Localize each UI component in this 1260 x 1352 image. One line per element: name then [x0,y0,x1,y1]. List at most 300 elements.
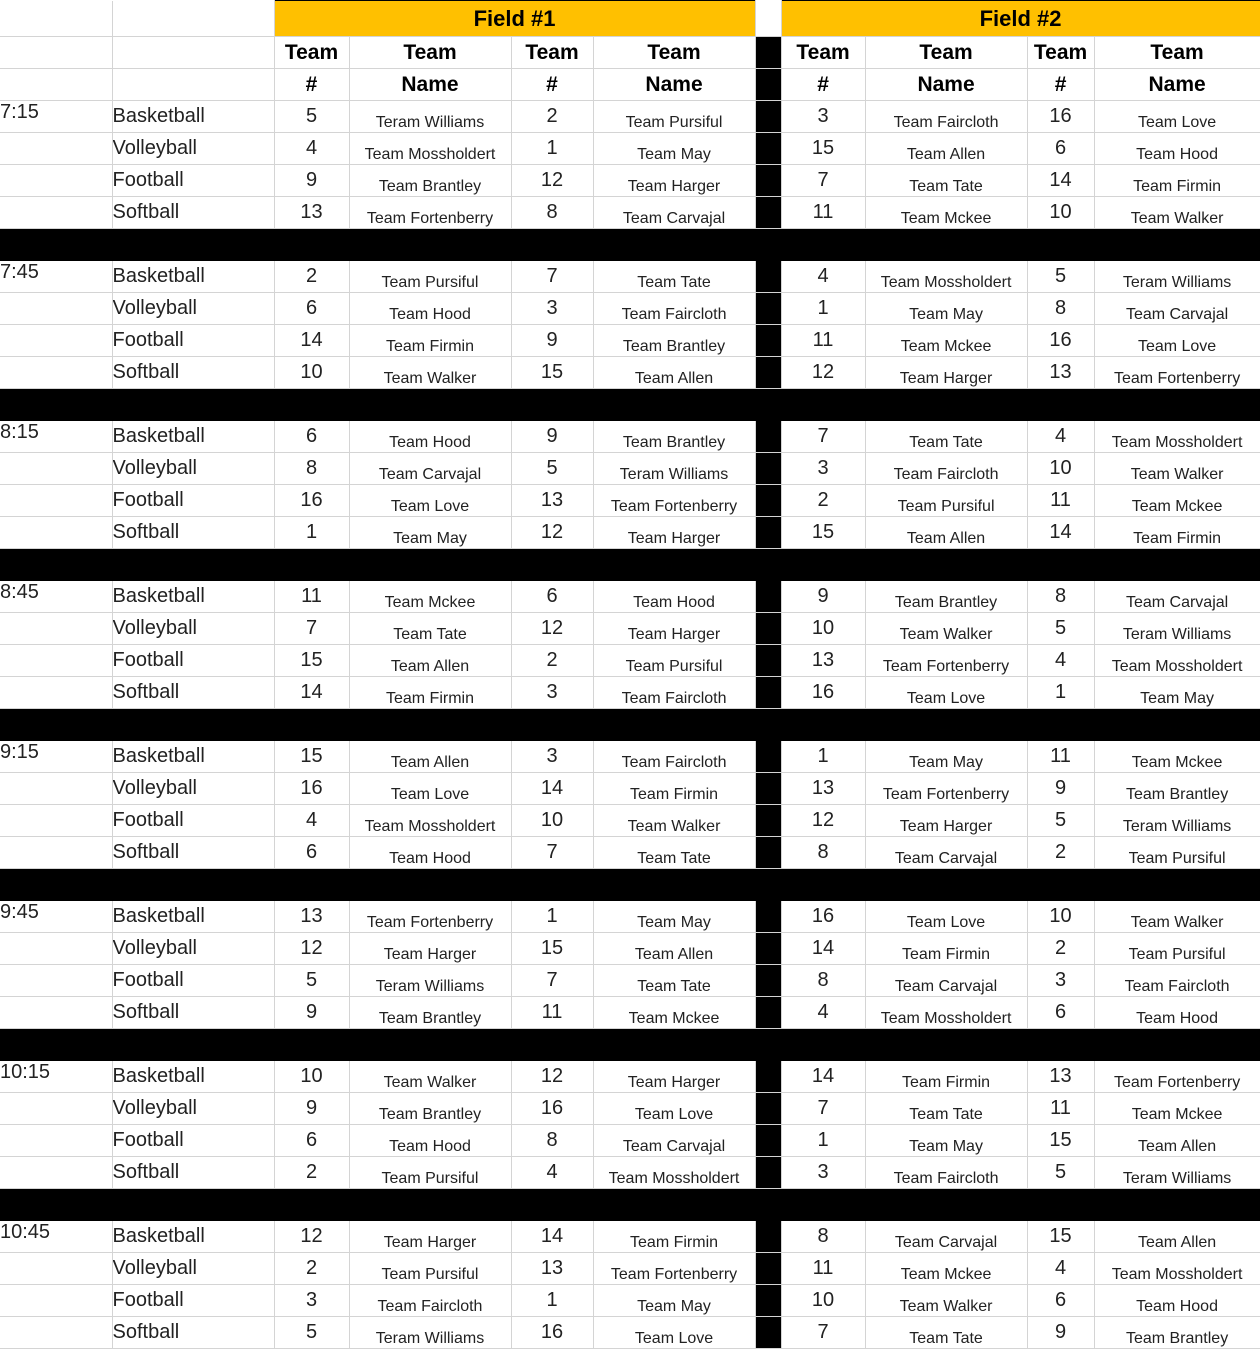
f1-team-number[interactable]: 10 [274,1061,349,1093]
f1-opponent-number[interactable]: 12 [511,165,593,197]
cell[interactable] [112,37,274,69]
f1-team-number[interactable]: 5 [274,101,349,133]
sport-cell[interactable]: Basketball [112,101,274,133]
f1-opponent-number[interactable]: 2 [511,101,593,133]
f1-team-name[interactable]: Team Carvajal [349,453,511,485]
sport-cell[interactable]: Basketball [112,1221,274,1253]
f1-team-name[interactable]: Teram Williams [349,965,511,997]
f2-team-name-header[interactable]: Team [865,37,1027,69]
f1-opponent-number[interactable]: 9 [511,325,593,357]
time-slot-cell[interactable] [0,133,112,165]
f1-opponent-number[interactable]: 4 [511,1157,593,1189]
f1-team-name[interactable]: Team Love [349,485,511,517]
time-slot-cell[interactable]: 9:45 [0,901,112,933]
f2-opponent-number[interactable]: 16 [1027,101,1094,133]
f1-opponent-name[interactable]: Team Allen [593,357,755,389]
f2-team-number[interactable]: 11 [781,1253,865,1285]
f1-opponent-number[interactable]: 1 [511,133,593,165]
f1-opponent-name[interactable]: Team Love [593,1317,755,1349]
f2-opp-name-header[interactable]: Team [1094,37,1260,69]
f1-opponent-number[interactable]: 5 [511,453,593,485]
f2-team-number[interactable]: 3 [781,101,865,133]
f1-team-name[interactable]: Teram Williams [349,101,511,133]
f2-team-name-sub[interactable]: Name [865,69,1027,101]
f1-team-name[interactable]: Team Firmin [349,677,511,709]
f2-opponent-number[interactable]: 10 [1027,197,1094,229]
f2-opp-num-header[interactable]: Team [1027,37,1094,69]
f2-team-number[interactable]: 8 [781,965,865,997]
f2-opponent-number[interactable]: 9 [1027,1317,1094,1349]
time-slot-cell[interactable]: 7:15 [0,101,112,133]
f1-opponent-name[interactable]: Team Mckee [593,997,755,1029]
f1-opponent-name[interactable]: Team Faircloth [593,741,755,773]
f2-opponent-name[interactable]: Team Carvajal [1094,581,1260,613]
f2-team-number[interactable]: 3 [781,1157,865,1189]
f1-opponent-name[interactable]: Team Harger [593,517,755,549]
time-slot-cell[interactable] [0,1093,112,1125]
f2-opponent-name[interactable]: Team Love [1094,325,1260,357]
f1-team-name[interactable]: Team Allen [349,741,511,773]
cell[interactable] [755,1,781,37]
f1-team-name[interactable]: Team Brantley [349,165,511,197]
f2-opponent-name[interactable]: Team Hood [1094,997,1260,1029]
f1-opponent-number[interactable]: 16 [511,1093,593,1125]
f1-team-name[interactable]: Teram Williams [349,1317,511,1349]
f1-opponent-number[interactable]: 15 [511,933,593,965]
f1-opponent-number[interactable]: 13 [511,1253,593,1285]
f2-team-number[interactable]: 1 [781,293,865,325]
f2-opponent-number[interactable]: 10 [1027,453,1094,485]
f1-team-name[interactable]: Team Mossholdert [349,133,511,165]
f1-opponent-name[interactable]: Team Fortenberry [593,1253,755,1285]
f1-team-name[interactable]: Team Firmin [349,325,511,357]
f1-opponent-number[interactable]: 11 [511,997,593,1029]
f2-opponent-name[interactable]: Team Walker [1094,453,1260,485]
cell[interactable] [112,69,274,101]
f1-team-name[interactable]: Team Faircloth [349,1285,511,1317]
f1-team-number[interactable]: 13 [274,901,349,933]
sport-cell[interactable]: Volleyball [112,773,274,805]
f2-team-name[interactable]: Team Carvajal [865,1221,1027,1253]
f2-opponent-number[interactable]: 1 [1027,677,1094,709]
f1-opponent-name[interactable]: Team Harger [593,613,755,645]
f2-opponent-number[interactable]: 11 [1027,741,1094,773]
f1-opponent-number[interactable]: 6 [511,581,593,613]
f2-team-name[interactable]: Team Carvajal [865,965,1027,997]
f2-team-number[interactable]: 7 [781,1317,865,1349]
f2-opp-name-sub[interactable]: Name [1094,69,1260,101]
f2-team-number[interactable]: 1 [781,1125,865,1157]
sport-cell[interactable]: Volleyball [112,1253,274,1285]
f1-team-number[interactable]: 2 [274,1157,349,1189]
f2-opponent-name[interactable]: Team Faircloth [1094,965,1260,997]
f1-team-name[interactable]: Team Pursiful [349,1253,511,1285]
f1-opponent-number[interactable]: 12 [511,1061,593,1093]
f2-opponent-number[interactable]: 5 [1027,805,1094,837]
f2-opponent-number[interactable]: 13 [1027,357,1094,389]
sport-cell[interactable]: Football [112,325,274,357]
f2-opponent-number[interactable]: 8 [1027,581,1094,613]
f1-team-number[interactable]: 6 [274,837,349,869]
f2-team-name[interactable]: Team Tate [865,421,1027,453]
f1-opponent-name[interactable]: Team Pursiful [593,645,755,677]
f2-opponent-number[interactable]: 15 [1027,1221,1094,1253]
sport-cell[interactable]: Volleyball [112,133,274,165]
f2-team-name[interactable]: Team Mckee [865,325,1027,357]
f2-team-name[interactable]: Team Faircloth [865,101,1027,133]
f1-team-number[interactable]: 16 [274,485,349,517]
f1-opp-name-sub[interactable]: Name [593,69,755,101]
time-slot-cell[interactable]: 10:45 [0,1221,112,1253]
f2-opponent-number[interactable]: 4 [1027,421,1094,453]
sport-cell[interactable]: Softball [112,837,274,869]
f2-team-number[interactable]: 10 [781,613,865,645]
sport-cell[interactable]: Basketball [112,581,274,613]
f1-opponent-name[interactable]: Team Hood [593,581,755,613]
f2-team-number[interactable]: 10 [781,1285,865,1317]
f2-team-name[interactable]: Team Allen [865,133,1027,165]
f2-opponent-name[interactable]: Team Brantley [1094,1317,1260,1349]
sport-cell[interactable]: Football [112,1285,274,1317]
f1-opponent-number[interactable]: 3 [511,677,593,709]
f1-opponent-number[interactable]: 15 [511,357,593,389]
f1-team-name[interactable]: Team Walker [349,357,511,389]
f2-team-name[interactable]: Team Brantley [865,581,1027,613]
f2-team-number[interactable]: 4 [781,261,865,293]
f1-team-number[interactable]: 6 [274,293,349,325]
f2-opponent-number[interactable]: 13 [1027,1061,1094,1093]
f1-team-number[interactable]: 7 [274,613,349,645]
f2-team-number[interactable]: 15 [781,133,865,165]
time-slot-cell[interactable] [0,773,112,805]
cell[interactable] [0,1,112,37]
time-slot-cell[interactable]: 10:15 [0,1061,112,1093]
f2-team-number[interactable]: 16 [781,677,865,709]
f1-opponent-number[interactable]: 8 [511,197,593,229]
sport-cell[interactable]: Football [112,965,274,997]
f1-opponent-name[interactable]: Team Carvajal [593,1125,755,1157]
f1-opponent-number[interactable]: 7 [511,261,593,293]
f2-team-number[interactable]: 1 [781,741,865,773]
f1-team-number[interactable]: 2 [274,261,349,293]
f1-opponent-name[interactable]: Team Brantley [593,421,755,453]
cell[interactable] [112,1,274,37]
f1-opponent-number[interactable]: 3 [511,741,593,773]
f1-opponent-number[interactable]: 9 [511,421,593,453]
f2-team-name[interactable]: Team Mossholdert [865,261,1027,293]
time-slot-cell[interactable] [0,677,112,709]
f2-opponent-name[interactable]: Team Hood [1094,1285,1260,1317]
f1-opponent-number[interactable]: 3 [511,293,593,325]
f2-team-number[interactable]: 9 [781,581,865,613]
time-slot-cell[interactable] [0,485,112,517]
f2-opponent-name[interactable]: Team Pursiful [1094,837,1260,869]
f2-opponent-number[interactable]: 5 [1027,613,1094,645]
f2-opponent-name[interactable]: Team Fortenberry [1094,357,1260,389]
f1-opponent-number[interactable]: 7 [511,965,593,997]
f2-opponent-number[interactable]: 5 [1027,1157,1094,1189]
f2-team-number[interactable]: 14 [781,1061,865,1093]
f1-opp-num-sub[interactable]: # [511,69,593,101]
time-slot-cell[interactable]: 7:45 [0,261,112,293]
f2-team-name[interactable]: Team May [865,293,1027,325]
f2-team-name[interactable]: Team Harger [865,357,1027,389]
f1-opponent-name[interactable]: Team Harger [593,165,755,197]
f2-team-number[interactable]: 2 [781,485,865,517]
f2-team-number[interactable]: 7 [781,165,865,197]
time-slot-cell[interactable] [0,933,112,965]
f1-opponent-name[interactable]: Team Carvajal [593,197,755,229]
f1-team-name-header[interactable]: Team [349,37,511,69]
f2-team-name[interactable]: Team Tate [865,1093,1027,1125]
f1-team-name[interactable]: Team Pursiful [349,261,511,293]
f1-opponent-name[interactable]: Team Allen [593,933,755,965]
f1-team-number[interactable]: 13 [274,197,349,229]
f2-opponent-name[interactable]: Team Pursiful [1094,933,1260,965]
f1-team-name[interactable]: Team May [349,517,511,549]
time-slot-cell[interactable] [0,1157,112,1189]
f1-team-number[interactable]: 9 [274,165,349,197]
sport-cell[interactable]: Softball [112,1317,274,1349]
f2-opponent-name[interactable]: Teram Williams [1094,613,1260,645]
f1-team-number[interactable]: 15 [274,645,349,677]
f1-team-name[interactable]: Team Hood [349,837,511,869]
f1-opponent-name[interactable]: Team Brantley [593,325,755,357]
cell[interactable] [0,37,112,69]
f2-team-number[interactable]: 13 [781,773,865,805]
f2-team-name[interactable]: Team Mossholdert [865,997,1027,1029]
f2-team-number[interactable]: 4 [781,997,865,1029]
f1-team-number[interactable]: 5 [274,1317,349,1349]
f2-team-name[interactable]: Team Faircloth [865,453,1027,485]
f2-opponent-name[interactable]: Team Mossholdert [1094,645,1260,677]
time-slot-cell[interactable]: 9:15 [0,741,112,773]
f2-opponent-name[interactable]: Team Hood [1094,133,1260,165]
f1-team-name[interactable]: Team Hood [349,1125,511,1157]
f1-team-num-header[interactable]: Team [274,37,349,69]
f2-team-number[interactable]: 14 [781,933,865,965]
f2-team-name[interactable]: Team Harger [865,805,1027,837]
field-2-title[interactable]: Field #2 [781,1,1260,37]
f1-opponent-number[interactable]: 1 [511,1285,593,1317]
f2-opponent-number[interactable]: 9 [1027,773,1094,805]
time-slot-cell[interactable] [0,997,112,1029]
f2-opponent-number[interactable]: 10 [1027,901,1094,933]
f1-team-name[interactable]: Team Harger [349,933,511,965]
f1-opponent-name[interactable]: Team May [593,133,755,165]
f2-opponent-number[interactable]: 2 [1027,933,1094,965]
f2-opponent-number[interactable]: 6 [1027,997,1094,1029]
f1-opponent-number[interactable]: 14 [511,1221,593,1253]
f2-opponent-name[interactable]: Team Walker [1094,197,1260,229]
time-slot-cell[interactable] [0,1125,112,1157]
f1-team-number[interactable]: 5 [274,965,349,997]
sport-cell[interactable]: Basketball [112,901,274,933]
f1-team-number[interactable]: 4 [274,133,349,165]
f2-opponent-number[interactable]: 4 [1027,645,1094,677]
f1-team-number[interactable]: 14 [274,325,349,357]
f2-opponent-number[interactable]: 11 [1027,485,1094,517]
f1-team-name[interactable]: Team Brantley [349,1093,511,1125]
f2-team-name[interactable]: Team Fortenberry [865,773,1027,805]
f1-team-number[interactable]: 9 [274,1093,349,1125]
f1-opponent-name[interactable]: Team Mossholdert [593,1157,755,1189]
sport-cell[interactable]: Football [112,1125,274,1157]
f1-opponent-name[interactable]: Team Love [593,1093,755,1125]
f1-team-name[interactable]: Team Allen [349,645,511,677]
f1-opponent-name[interactable]: Team Faircloth [593,293,755,325]
f2-opponent-name[interactable]: Teram Williams [1094,261,1260,293]
f1-team-number[interactable]: 12 [274,933,349,965]
time-slot-cell[interactable] [0,293,112,325]
time-slot-cell[interactable] [0,197,112,229]
f2-team-name[interactable]: Team Carvajal [865,837,1027,869]
f2-opponent-number[interactable]: 4 [1027,1253,1094,1285]
f2-team-name[interactable]: Team Tate [865,165,1027,197]
f2-team-num-header[interactable]: Team [781,37,865,69]
f2-opponent-name[interactable]: Team Firmin [1094,165,1260,197]
f2-opponent-number[interactable]: 8 [1027,293,1094,325]
f2-opponent-name[interactable]: Team Carvajal [1094,293,1260,325]
f2-opponent-name[interactable]: Teram Williams [1094,1157,1260,1189]
sport-cell[interactable]: Volleyball [112,933,274,965]
f2-team-name[interactable]: Team Fortenberry [865,645,1027,677]
f2-opponent-name[interactable]: Team Mckee [1094,1093,1260,1125]
f1-team-name[interactable]: Team Mossholdert [349,805,511,837]
f2-opp-num-sub[interactable]: # [1027,69,1094,101]
time-slot-cell[interactable] [0,805,112,837]
time-slot-cell[interactable]: 8:45 [0,581,112,613]
sport-cell[interactable]: Basketball [112,421,274,453]
f2-team-name[interactable]: Team Mckee [865,197,1027,229]
f1-team-number[interactable]: 2 [274,1253,349,1285]
time-slot-cell[interactable] [0,1253,112,1285]
time-slot-cell[interactable] [0,965,112,997]
f1-team-number[interactable]: 1 [274,517,349,549]
f2-team-num-sub[interactable]: # [781,69,865,101]
sport-cell[interactable]: Football [112,645,274,677]
f1-team-number[interactable]: 3 [274,1285,349,1317]
f1-opponent-number[interactable]: 2 [511,645,593,677]
time-slot-cell[interactable] [0,517,112,549]
f2-team-number[interactable]: 12 [781,357,865,389]
f2-opponent-number[interactable]: 6 [1027,133,1094,165]
f2-opponent-number[interactable]: 14 [1027,165,1094,197]
f1-opponent-name[interactable]: Team Firmin [593,773,755,805]
f2-opponent-name[interactable]: Team May [1094,677,1260,709]
f2-opponent-name[interactable]: Team Mckee [1094,485,1260,517]
sport-cell[interactable]: Volleyball [112,1093,274,1125]
sport-cell[interactable]: Basketball [112,261,274,293]
time-slot-cell[interactable] [0,325,112,357]
f1-opponent-number[interactable]: 8 [511,1125,593,1157]
f1-team-number[interactable]: 10 [274,357,349,389]
f2-opponent-number[interactable]: 2 [1027,837,1094,869]
f2-team-number[interactable]: 13 [781,645,865,677]
f1-team-name-sub[interactable]: Name [349,69,511,101]
time-slot-cell[interactable] [0,613,112,645]
sport-cell[interactable]: Softball [112,997,274,1029]
f1-opponent-number[interactable]: 10 [511,805,593,837]
sport-cell[interactable]: Football [112,805,274,837]
f2-opponent-number[interactable]: 3 [1027,965,1094,997]
f2-team-name[interactable]: Team Walker [865,1285,1027,1317]
f2-opponent-name[interactable]: Team Mckee [1094,741,1260,773]
f1-opponent-name[interactable]: Team Tate [593,261,755,293]
f2-opponent-name[interactable]: Team Mossholdert [1094,1253,1260,1285]
f2-team-number[interactable]: 7 [781,1093,865,1125]
f1-team-name[interactable]: Team Harger [349,1221,511,1253]
f1-team-name[interactable]: Team Pursiful [349,1157,511,1189]
f2-team-name[interactable]: Team Mckee [865,1253,1027,1285]
sport-cell[interactable]: Volleyball [112,453,274,485]
f2-team-number[interactable]: 11 [781,197,865,229]
f2-opponent-name[interactable]: Team Allen [1094,1125,1260,1157]
f2-team-number[interactable]: 16 [781,901,865,933]
f2-opponent-number[interactable]: 14 [1027,517,1094,549]
sport-cell[interactable]: Softball [112,1157,274,1189]
time-slot-cell[interactable]: 8:15 [0,421,112,453]
f1-team-name[interactable]: Team Fortenberry [349,197,511,229]
f1-opponent-name[interactable]: Team Walker [593,805,755,837]
f1-opponent-number[interactable]: 7 [511,837,593,869]
time-slot-cell[interactable] [0,165,112,197]
sport-cell[interactable]: Volleyball [112,613,274,645]
f2-team-number[interactable]: 8 [781,1221,865,1253]
f1-team-name[interactable]: Team Walker [349,1061,511,1093]
f1-team-number[interactable]: 4 [274,805,349,837]
f2-opponent-name[interactable]: Teram Williams [1094,805,1260,837]
f1-opponent-number[interactable]: 13 [511,485,593,517]
f1-team-num-sub[interactable]: # [274,69,349,101]
f2-team-name[interactable]: Team May [865,741,1027,773]
time-slot-cell[interactable] [0,645,112,677]
f1-opp-num-header[interactable]: Team [511,37,593,69]
sport-cell[interactable]: Basketball [112,1061,274,1093]
f2-opponent-number[interactable]: 11 [1027,1093,1094,1125]
f2-team-name[interactable]: Team May [865,1125,1027,1157]
f1-team-number[interactable]: 9 [274,997,349,1029]
f2-opponent-name[interactable]: Team Love [1094,101,1260,133]
f2-team-number[interactable]: 3 [781,453,865,485]
f1-opponent-name[interactable]: Team Harger [593,1061,755,1093]
f2-opponent-number[interactable]: 16 [1027,325,1094,357]
f1-team-number[interactable]: 14 [274,677,349,709]
f2-team-number[interactable]: 11 [781,325,865,357]
sport-cell[interactable]: Volleyball [112,293,274,325]
f1-opponent-number[interactable]: 1 [511,901,593,933]
f2-team-name[interactable]: Team Allen [865,517,1027,549]
sport-cell[interactable]: Softball [112,677,274,709]
f1-team-number[interactable]: 15 [274,741,349,773]
f1-team-name[interactable]: Team Tate [349,613,511,645]
f2-team-number[interactable]: 15 [781,517,865,549]
f1-opponent-name[interactable]: Team May [593,1285,755,1317]
f1-team-number[interactable]: 8 [274,453,349,485]
f1-team-number[interactable]: 16 [274,773,349,805]
f2-team-name[interactable]: Team Firmin [865,1061,1027,1093]
f1-team-number[interactable]: 12 [274,1221,349,1253]
time-slot-cell[interactable] [0,453,112,485]
f1-opponent-name[interactable]: Team Faircloth [593,677,755,709]
time-slot-cell[interactable] [0,1285,112,1317]
f1-opponent-name[interactable]: Team Pursiful [593,101,755,133]
f1-opponent-name[interactable]: Team Firmin [593,1221,755,1253]
f2-team-number[interactable]: 7 [781,421,865,453]
sport-cell[interactable]: Football [112,485,274,517]
f2-opponent-name[interactable]: Team Mossholdert [1094,421,1260,453]
f1-team-name[interactable]: Team Hood [349,421,511,453]
